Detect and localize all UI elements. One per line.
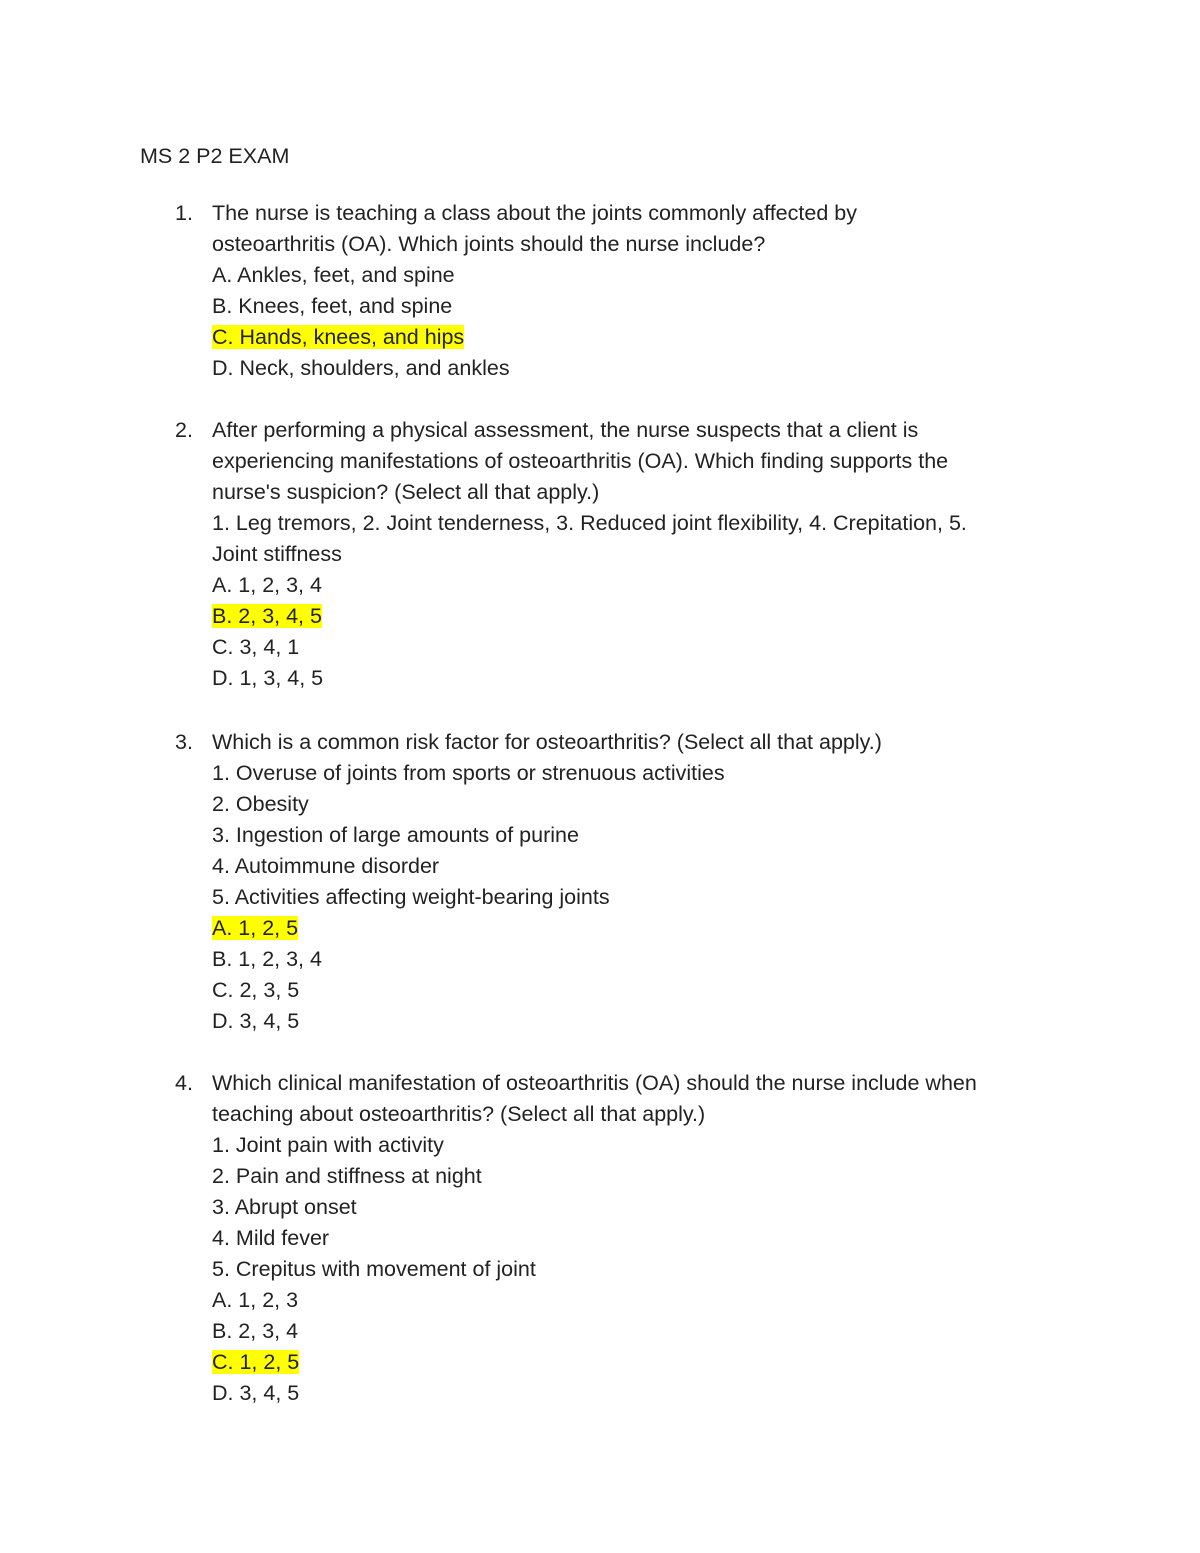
highlighted-answer: C. Hands, knees, and hips xyxy=(212,325,465,349)
question-text-line: 4. Autoimmune disorder xyxy=(212,854,440,878)
highlighted-answer: A. 1, 2, 5 xyxy=(212,916,299,940)
question-text-line: 1. Leg tremors, 2. Joint tenderness, 3. Reduced joint flexibility, 4. Crepitation, 5. xyxy=(212,511,967,535)
answer-option-a xyxy=(212,260,1075,291)
question-text-line: 3. Ingestion of large amounts of purine xyxy=(212,823,579,847)
question-number: 3. xyxy=(175,730,193,754)
answer-option-text: A. 1, 2, 3, 4 xyxy=(212,573,322,597)
question-text-line: 1. Joint pain with activity xyxy=(212,1133,444,1157)
question-text-line: 2. Obesity xyxy=(212,792,309,816)
answer-option-b xyxy=(212,944,1075,975)
answer-option-text: C. 2, 3, 5 xyxy=(212,978,300,1002)
answer-option-text: B. Knees, feet, and spine xyxy=(212,294,453,318)
question-text-line: 4. Mild fever xyxy=(212,1226,330,1250)
question-text-line: experiencing manifestations of osteoarthritis (OA). Which finding supports the xyxy=(212,449,949,473)
question-number: 2. xyxy=(175,418,193,442)
question-text-line: 5. Crepitus with movement of joint xyxy=(212,1257,536,1281)
answer-option-c xyxy=(212,322,1075,353)
question-body xyxy=(212,415,1075,694)
answer-option-text: B. 1, 2, 3, 4 xyxy=(212,947,322,971)
answer-option-a xyxy=(212,570,1075,601)
question-text-line: Joint stiffness xyxy=(212,542,342,566)
answer-option-text: D. 1, 3, 4, 5 xyxy=(212,666,324,690)
answer-option-text: A. Ankles, feet, and spine xyxy=(212,263,455,287)
answer-option-text: D. 3, 4, 5 xyxy=(212,1009,300,1033)
question-text-line: 3. Abrupt onset xyxy=(212,1195,357,1219)
question-body xyxy=(212,198,1075,384)
question-text-line: Which clinical manifestation of osteoarthritis (OA) should the nurse include when xyxy=(212,1071,977,1095)
answer-option-d xyxy=(212,1378,1075,1409)
question-text-line: nurse's suspicion? (Select all that apply.) xyxy=(212,480,600,504)
question-2 xyxy=(175,415,1075,694)
question-text-line: After performing a physical assessment, the nurse suspects that a client is xyxy=(212,418,919,442)
answer-option-b xyxy=(212,601,1075,632)
answer-option-c xyxy=(212,632,1075,663)
question-body xyxy=(212,727,1075,1037)
question-1 xyxy=(175,198,1075,384)
document-title: MS 2 P2 EXAM xyxy=(140,144,290,168)
answer-option-b xyxy=(212,1316,1075,1347)
question-text-line: osteoarthritis (OA). Which joints should the nurse include? xyxy=(212,232,766,256)
question-4 xyxy=(175,1068,1075,1409)
answer-option-text: D. Neck, shoulders, and ankles xyxy=(212,356,510,380)
answer-option-b xyxy=(212,291,1075,322)
question-body xyxy=(212,1068,1075,1409)
answer-option-a xyxy=(212,1285,1075,1316)
highlighted-answer: B. 2, 3, 4, 5 xyxy=(212,604,322,628)
answer-option-c xyxy=(212,975,1075,1006)
question-number: 4. xyxy=(175,1071,193,1095)
answer-option-d xyxy=(212,1006,1075,1037)
question-text-line: teaching about osteoarthritis? (Select all that apply.) xyxy=(212,1102,706,1126)
answer-option-d xyxy=(212,353,1075,384)
question-text-line: 5. Activities affecting weight-bearing joints xyxy=(212,885,610,909)
answer-option-text: D. 3, 4, 5 xyxy=(212,1381,300,1405)
highlighted-answer: C. 1, 2, 5 xyxy=(212,1350,300,1374)
answer-option-text: B. 2, 3, 4 xyxy=(212,1319,299,1343)
answer-option-text: A. 1, 2, 3 xyxy=(212,1288,299,1312)
answer-option-d xyxy=(212,663,1075,694)
question-number: 1. xyxy=(175,201,193,225)
answer-option-c xyxy=(212,1347,1075,1378)
answer-option-a xyxy=(212,913,1075,944)
question-text-line: Which is a common risk factor for osteoarthritis? (Select all that apply.) xyxy=(212,730,882,754)
question-3 xyxy=(175,727,1075,1037)
answer-option-text: C. 3, 4, 1 xyxy=(212,635,300,659)
question-text-line: The nurse is teaching a class about the joints commonly affected by xyxy=(212,201,857,225)
question-text-line: 2. Pain and stiffness at night xyxy=(212,1164,482,1188)
question-text-line: 1. Overuse of joints from sports or strenuous activities xyxy=(212,761,725,785)
